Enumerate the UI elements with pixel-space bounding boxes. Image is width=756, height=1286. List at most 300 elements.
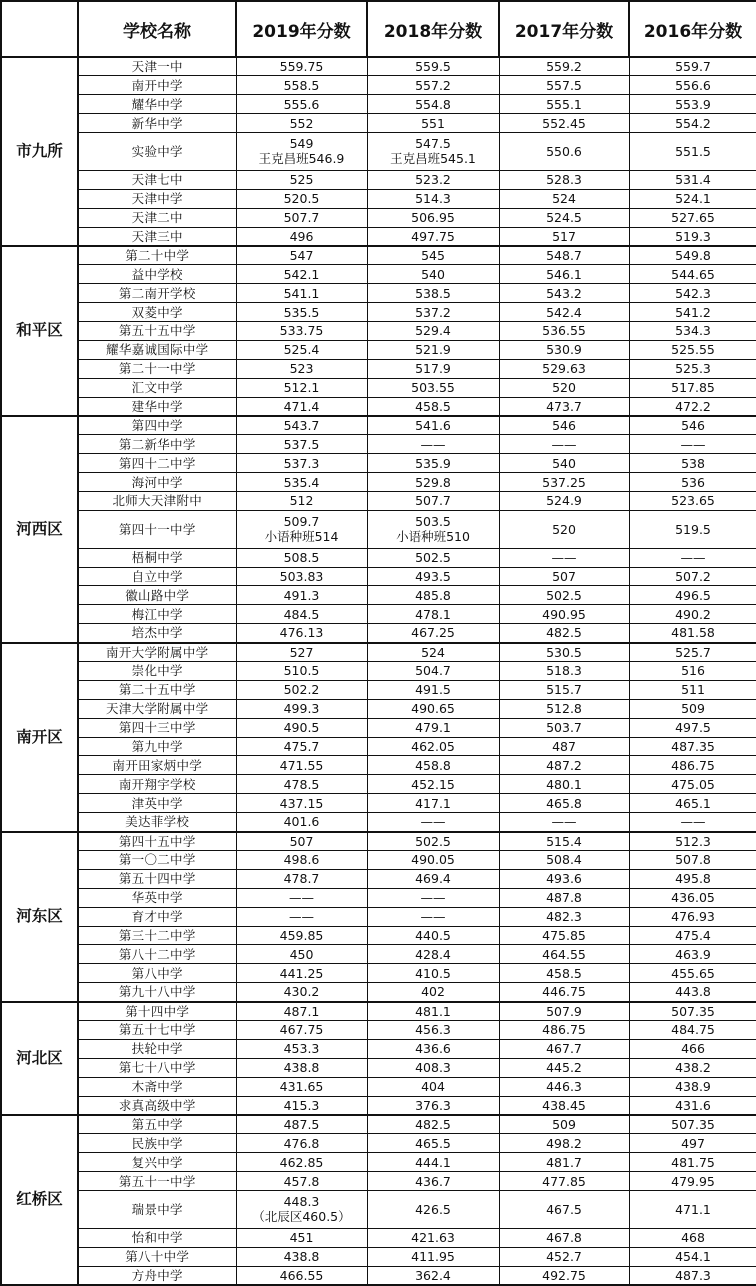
score-2016-cell: 496.5 xyxy=(629,586,756,605)
table-row xyxy=(1,473,756,492)
score-2019-cell: 523 xyxy=(236,359,367,378)
school-name-cell: 天津二中 xyxy=(78,208,236,227)
score-2017-cell: 445.2 xyxy=(499,1058,629,1077)
score-2016-cell: 431.6 xyxy=(629,1096,756,1115)
school-name-cell: 南开翔宇学校 xyxy=(78,775,236,794)
score-2019-cell: 507.7 xyxy=(236,208,367,227)
score-2018-cell: 444.1 xyxy=(367,1153,499,1172)
score-2016-cell: 497 xyxy=(629,1134,756,1153)
score-value: 549 xyxy=(289,136,314,152)
school-name-cell: 第八中学 xyxy=(78,964,236,983)
score-2016-cell: 466 xyxy=(629,1039,756,1058)
school-name-cell: 天津中学 xyxy=(78,189,236,208)
score-2016-cell: 472.2 xyxy=(629,397,756,416)
score-2016-cell: 511 xyxy=(629,680,756,699)
score-2017-cell: 502.5 xyxy=(499,586,629,605)
table-row xyxy=(1,888,756,907)
score-2018-cell: 491.5 xyxy=(367,680,499,699)
score-2016-cell: 538 xyxy=(629,454,756,473)
score-2018-cell: 529.4 xyxy=(367,321,499,340)
district-cell: 市九所 xyxy=(1,57,78,246)
score-2019-cell: 487.5 xyxy=(236,1115,367,1134)
score-2018-cell: 502.5 xyxy=(367,832,499,851)
score-2019-cell: 537.5 xyxy=(236,435,367,454)
score-2016-cell: —— xyxy=(629,435,756,454)
score-2016-cell: 481.75 xyxy=(629,1153,756,1172)
header-2018-score: 2018年分数 xyxy=(367,1,499,57)
table-row xyxy=(1,133,756,171)
score-2018-cell: 506.95 xyxy=(367,208,499,227)
score-2017-cell: 515.7 xyxy=(499,680,629,699)
table-row xyxy=(1,378,756,397)
score-2017-cell: 536.55 xyxy=(499,321,629,340)
school-name-cell: 海河中学 xyxy=(78,473,236,492)
score-2019-cell: 503.83 xyxy=(236,567,367,586)
school-name-cell: 第四中学 xyxy=(78,416,236,435)
score-2019-cell: 537.3 xyxy=(236,454,367,473)
score-2019-cell: 547 xyxy=(236,246,367,265)
score-2019-cell: 467.75 xyxy=(236,1020,367,1039)
score-2018-cell: 467.25 xyxy=(367,624,499,643)
score-2017-cell: 517 xyxy=(499,227,629,246)
school-name-cell: 第四十一中学 xyxy=(78,510,236,548)
table-row xyxy=(1,1172,756,1191)
score-2016-cell: 507.2 xyxy=(629,567,756,586)
score-2019-cell: 520.5 xyxy=(236,189,367,208)
score-2017-cell: 467.7 xyxy=(499,1039,629,1058)
score-2018-cell: 523.2 xyxy=(367,170,499,189)
score-2019-cell: 490.5 xyxy=(236,718,367,737)
table-row xyxy=(1,964,756,983)
score-2018-cell: 521.9 xyxy=(367,340,499,359)
score-2017-cell: 465.8 xyxy=(499,794,629,813)
school-name-cell: 第八十二中学 xyxy=(78,945,236,964)
score-2019-cell: 507 xyxy=(236,832,367,851)
score-2018-cell: 417.1 xyxy=(367,794,499,813)
score-2016-cell: 507.35 xyxy=(629,1002,756,1021)
score-2018-cell: 559.5 xyxy=(367,57,499,76)
score-2018-cell: 426.5 xyxy=(367,1190,499,1228)
table-row xyxy=(1,869,756,888)
table-row xyxy=(1,926,756,945)
score-2017-cell: 482.3 xyxy=(499,907,629,926)
table-row xyxy=(1,510,756,548)
table-row xyxy=(1,718,756,737)
score-2018-cell: 465.5 xyxy=(367,1134,499,1153)
score-2016-cell: 512.3 xyxy=(629,832,756,851)
score-2016-cell: 443.8 xyxy=(629,983,756,1002)
school-name-cell: 南开中学 xyxy=(78,76,236,95)
score-2016-cell: 556.6 xyxy=(629,76,756,95)
score-2018-cell: 554.8 xyxy=(367,95,499,114)
score-2016-cell: 438.9 xyxy=(629,1077,756,1096)
table-row xyxy=(1,95,756,114)
score-2017-cell: 464.55 xyxy=(499,945,629,964)
score-2017-cell: 537.25 xyxy=(499,473,629,492)
table-body xyxy=(1,57,756,1285)
score-2018-cell: 497.75 xyxy=(367,227,499,246)
score-value: 509.7 xyxy=(283,514,320,530)
score-2018-cell: 452.15 xyxy=(367,775,499,794)
score-2016-cell: 487.35 xyxy=(629,737,756,756)
score-2018-cell: 485.8 xyxy=(367,586,499,605)
school-name-cell: 南开大学附属中学 xyxy=(78,643,236,662)
score-2017-cell: 492.75 xyxy=(499,1266,629,1285)
school-name-cell: 美达菲学校 xyxy=(78,813,236,832)
score-2017-cell: 524 xyxy=(499,189,629,208)
table-row xyxy=(1,662,756,681)
score-2016-cell: 531.4 xyxy=(629,170,756,189)
score-2019-cell: 491.3 xyxy=(236,586,367,605)
score-2016-cell: 476.93 xyxy=(629,907,756,926)
school-name-cell: 徽山路中学 xyxy=(78,586,236,605)
school-name-cell: 第四十二中学 xyxy=(78,454,236,473)
score-2016-cell: 519.3 xyxy=(629,227,756,246)
score-2019-cell: 430.2 xyxy=(236,983,367,1002)
score-2017-cell: 493.6 xyxy=(499,869,629,888)
score-value: 448.3 xyxy=(283,1194,320,1210)
score-2018-cell: 503.55 xyxy=(367,378,499,397)
score-2016-cell: 495.8 xyxy=(629,869,756,888)
school-name-cell: 天津七中 xyxy=(78,170,236,189)
score-2017-cell: 446.75 xyxy=(499,983,629,1002)
table-row xyxy=(1,907,756,926)
score-2016-cell: 516 xyxy=(629,662,756,681)
score-2016-cell: 471.1 xyxy=(629,1190,756,1228)
score-2017-cell: —— xyxy=(499,548,629,567)
score-2019-cell: 502.2 xyxy=(236,680,367,699)
table-row xyxy=(1,624,756,643)
score-2018-cell xyxy=(367,133,499,171)
school-name-cell: 第五十五中学 xyxy=(78,321,236,340)
score-2019-cell: 541.1 xyxy=(236,284,367,303)
school-name-cell: 双菱中学 xyxy=(78,303,236,322)
score-2016-cell: 525.55 xyxy=(629,340,756,359)
score-2018-cell: 517.9 xyxy=(367,359,499,378)
school-name-cell: 育才中学 xyxy=(78,907,236,926)
score-2019-cell: 457.8 xyxy=(236,1172,367,1191)
score-2019-cell: 437.15 xyxy=(236,794,367,813)
school-name-cell: 第五十四中学 xyxy=(78,869,236,888)
score-2018-cell: 469.4 xyxy=(367,869,499,888)
score-2019-cell: 559.75 xyxy=(236,57,367,76)
score-2017-cell: 559.2 xyxy=(499,57,629,76)
school-name-cell: 梅江中学 xyxy=(78,605,236,624)
score-2018-cell: 421.63 xyxy=(367,1228,499,1247)
score-2017-cell: 503.7 xyxy=(499,718,629,737)
school-name-cell: 天津大学附属中学 xyxy=(78,699,236,718)
score-2018-cell: 402 xyxy=(367,983,499,1002)
score-2019-cell: 527 xyxy=(236,643,367,662)
score-2019-cell: 496 xyxy=(236,227,367,246)
score-2018-cell: —— xyxy=(367,435,499,454)
school-name-cell: 第十四中学 xyxy=(78,1002,236,1021)
school-name-cell: 南开田家炳中学 xyxy=(78,756,236,775)
table-row xyxy=(1,850,756,869)
score-2019-cell: 441.25 xyxy=(236,964,367,983)
table-row xyxy=(1,1077,756,1096)
score-2016-cell: 507.8 xyxy=(629,850,756,869)
table-row xyxy=(1,189,756,208)
score-2018-cell: 541.6 xyxy=(367,416,499,435)
table-row xyxy=(1,813,756,832)
score-2018-cell: 514.3 xyxy=(367,189,499,208)
score-2017-cell: 467.8 xyxy=(499,1228,629,1247)
table-row xyxy=(1,1190,756,1228)
score-2016-cell: 527.65 xyxy=(629,208,756,227)
school-name-cell: 第九十八中学 xyxy=(78,983,236,1002)
score-2018-cell: 482.5 xyxy=(367,1115,499,1134)
school-name-cell: 求真高级中学 xyxy=(78,1096,236,1115)
school-name-cell: 扶轮中学 xyxy=(78,1039,236,1058)
score-2019-cell: 471.55 xyxy=(236,756,367,775)
score-2016-cell: 486.75 xyxy=(629,756,756,775)
score-2019-cell: 512.1 xyxy=(236,378,367,397)
table-row xyxy=(1,1058,756,1077)
score-note: （北辰区460.5） xyxy=(252,1209,351,1225)
score-2017-cell: 487 xyxy=(499,737,629,756)
table-row xyxy=(1,303,756,322)
score-2016-cell: 454.1 xyxy=(629,1247,756,1266)
score-2017-cell: 518.3 xyxy=(499,662,629,681)
score-2019-cell: 555.6 xyxy=(236,95,367,114)
score-2019-cell: 466.55 xyxy=(236,1266,367,1285)
score-2016-cell: 554.2 xyxy=(629,114,756,133)
score-2016-cell: 534.3 xyxy=(629,321,756,340)
score-2016-cell: 463.9 xyxy=(629,945,756,964)
score-2018-cell: 436.6 xyxy=(367,1039,499,1058)
score-2017-cell: 520 xyxy=(499,510,629,548)
school-name-cell: 第二十五中学 xyxy=(78,680,236,699)
score-2019-cell: 471.4 xyxy=(236,397,367,416)
district-cell: 南开区 xyxy=(1,643,78,832)
score-2016-cell: 507.35 xyxy=(629,1115,756,1134)
score-2019-cell: 475.7 xyxy=(236,737,367,756)
score-2018-cell: 529.8 xyxy=(367,473,499,492)
score-2019-cell: 462.85 xyxy=(236,1153,367,1172)
school-name-cell: 第八十中学 xyxy=(78,1247,236,1266)
score-2017-cell: 509 xyxy=(499,1115,629,1134)
score-2017-cell: 487.8 xyxy=(499,888,629,907)
score-2019-cell: 484.5 xyxy=(236,605,367,624)
school-name-cell: 津英中学 xyxy=(78,794,236,813)
score-2016-cell: 497.5 xyxy=(629,718,756,737)
school-name-cell: 北师大天津附中 xyxy=(78,492,236,511)
score-2017-cell: 475.85 xyxy=(499,926,629,945)
score-2019-cell: 535.4 xyxy=(236,473,367,492)
score-2018-cell: 479.1 xyxy=(367,718,499,737)
score-2017-cell: —— xyxy=(499,813,629,832)
score-2018-cell: 362.4 xyxy=(367,1266,499,1285)
school-name-cell: 耀华嘉诚国际中学 xyxy=(78,340,236,359)
score-2018-cell: 537.2 xyxy=(367,303,499,322)
score-2019-cell: 401.6 xyxy=(236,813,367,832)
score-2019-cell: 542.1 xyxy=(236,265,367,284)
score-2017-cell: 507.9 xyxy=(499,1002,629,1021)
score-2016-cell: 484.75 xyxy=(629,1020,756,1039)
score-2016-cell: 517.85 xyxy=(629,378,756,397)
score-note: 王克昌班546.9 xyxy=(258,151,345,167)
score-2018-cell: 436.7 xyxy=(367,1172,499,1191)
school-name-cell: 怡和中学 xyxy=(78,1228,236,1247)
score-2018-cell: 462.05 xyxy=(367,737,499,756)
score-2019-cell: 535.5 xyxy=(236,303,367,322)
score-2017-cell: 515.4 xyxy=(499,832,629,851)
table-row xyxy=(1,680,756,699)
score-2018-cell: 540 xyxy=(367,265,499,284)
score-2018-cell: 524 xyxy=(367,643,499,662)
school-name-cell: 第二十一中学 xyxy=(78,359,236,378)
score-2017-cell: 446.3 xyxy=(499,1077,629,1096)
score-2016-cell: 524.1 xyxy=(629,189,756,208)
score-2018-cell: 545 xyxy=(367,246,499,265)
table-row xyxy=(1,605,756,624)
score-2017-cell: 524.5 xyxy=(499,208,629,227)
table-row xyxy=(1,1039,756,1058)
score-2017-cell: 552.45 xyxy=(499,114,629,133)
table-row xyxy=(1,397,756,416)
table-row xyxy=(1,114,756,133)
score-2016-cell: 553.9 xyxy=(629,95,756,114)
score-2018-cell: —— xyxy=(367,888,499,907)
score-2018-cell: 440.5 xyxy=(367,926,499,945)
score-2016-cell: 542.3 xyxy=(629,284,756,303)
score-2016-cell: 525.3 xyxy=(629,359,756,378)
score-2017-cell: 482.5 xyxy=(499,624,629,643)
score-2019-cell: 508.5 xyxy=(236,548,367,567)
score-2019-cell: 451 xyxy=(236,1228,367,1247)
score-2018-cell: 458.5 xyxy=(367,397,499,416)
score-2016-cell: 479.95 xyxy=(629,1172,756,1191)
table-row xyxy=(1,359,756,378)
score-2018-cell: 410.5 xyxy=(367,964,499,983)
score-2019-cell: 415.3 xyxy=(236,1096,367,1115)
table-row xyxy=(1,246,756,265)
school-name-cell: 第五中学 xyxy=(78,1115,236,1134)
score-2018-cell: 376.3 xyxy=(367,1096,499,1115)
table-row xyxy=(1,1247,756,1266)
table-row xyxy=(1,492,756,511)
score-2019-cell: 459.85 xyxy=(236,926,367,945)
score-2018-cell: 557.2 xyxy=(367,76,499,95)
school-name-cell: 第七十八中学 xyxy=(78,1058,236,1077)
score-2017-cell: 507 xyxy=(499,567,629,586)
school-name-cell: 梧桐中学 xyxy=(78,548,236,567)
score-2017-cell: 529.63 xyxy=(499,359,629,378)
score-2017-cell: 528.3 xyxy=(499,170,629,189)
score-2017-cell: 480.1 xyxy=(499,775,629,794)
score-2019-cell: 431.65 xyxy=(236,1077,367,1096)
score-2018-cell: 493.5 xyxy=(367,567,499,586)
header-school-name: 学校名称 xyxy=(78,1,236,57)
score-2016-cell: 559.7 xyxy=(629,57,756,76)
school-name-cell: 实验中学 xyxy=(78,133,236,171)
table-row xyxy=(1,794,756,813)
score-2017-cell: 542.4 xyxy=(499,303,629,322)
score-2019-cell: 476.8 xyxy=(236,1134,367,1153)
table-row xyxy=(1,208,756,227)
district-cell: 和平区 xyxy=(1,246,78,416)
table-row xyxy=(1,737,756,756)
score-2017-cell: 520 xyxy=(499,378,629,397)
score-2016-cell: 541.2 xyxy=(629,303,756,322)
score-2018-cell: 456.3 xyxy=(367,1020,499,1039)
school-name-cell: 华英中学 xyxy=(78,888,236,907)
table-row xyxy=(1,756,756,775)
score-2019-cell: 558.5 xyxy=(236,76,367,95)
score-2016-cell: 455.65 xyxy=(629,964,756,983)
table-row xyxy=(1,1115,756,1134)
score-2018-cell: —— xyxy=(367,813,499,832)
score-2017-cell: 546 xyxy=(499,416,629,435)
score-2018-cell: 538.5 xyxy=(367,284,499,303)
score-2019-cell: —— xyxy=(236,888,367,907)
score-2019-cell: 510.5 xyxy=(236,662,367,681)
score-2016-cell: 523.65 xyxy=(629,492,756,511)
score-2019-cell: 512 xyxy=(236,492,367,511)
score-2016-cell: 436.05 xyxy=(629,888,756,907)
score-value: 547.5 xyxy=(415,136,451,152)
score-2019-cell: 525.4 xyxy=(236,340,367,359)
table-row xyxy=(1,340,756,359)
score-2017-cell: 481.7 xyxy=(499,1153,629,1172)
score-2019-cell xyxy=(236,1190,367,1228)
school-name-cell: 第一〇二中学 xyxy=(78,850,236,869)
score-2018-cell: 411.95 xyxy=(367,1247,499,1266)
score-2017-cell: 546.1 xyxy=(499,265,629,284)
score-2017-cell: 543.2 xyxy=(499,284,629,303)
school-name-cell: 天津一中 xyxy=(78,57,236,76)
score-2017-cell: 548.7 xyxy=(499,246,629,265)
school-name-cell: 培杰中学 xyxy=(78,624,236,643)
score-2017-cell: 540 xyxy=(499,454,629,473)
score-2017-cell: 512.8 xyxy=(499,699,629,718)
score-2018-cell: 507.7 xyxy=(367,492,499,511)
score-2016-cell: —— xyxy=(629,813,756,832)
school-name-cell: 新华中学 xyxy=(78,114,236,133)
score-2019-cell xyxy=(236,510,367,548)
header-2017-score: 2017年分数 xyxy=(499,1,629,57)
score-2017-cell: 458.5 xyxy=(499,964,629,983)
score-2018-cell: 408.3 xyxy=(367,1058,499,1077)
score-2018-cell xyxy=(367,510,499,548)
school-name-cell: 第二十中学 xyxy=(78,246,236,265)
score-2016-cell: 525.7 xyxy=(629,643,756,662)
school-name-cell: 第五十七中学 xyxy=(78,1020,236,1039)
school-name-cell: 第三十二中学 xyxy=(78,926,236,945)
table-row xyxy=(1,945,756,964)
score-2017-cell: 467.5 xyxy=(499,1190,629,1228)
score-2016-cell: 546 xyxy=(629,416,756,435)
score-2019-cell: 478.7 xyxy=(236,869,367,888)
score-2016-cell: 438.2 xyxy=(629,1058,756,1077)
score-2017-cell: 498.2 xyxy=(499,1134,629,1153)
header-2016-score: 2016年分数 xyxy=(629,1,756,57)
score-value: 503.5 xyxy=(415,514,451,530)
score-2019-cell: 438.8 xyxy=(236,1247,367,1266)
school-name-cell: 自立中学 xyxy=(78,567,236,586)
table-row xyxy=(1,284,756,303)
score-2016-cell: 536 xyxy=(629,473,756,492)
score-2017-cell: 550.6 xyxy=(499,133,629,171)
school-name-cell: 崇化中学 xyxy=(78,662,236,681)
table-row xyxy=(1,699,756,718)
score-2018-cell: 551 xyxy=(367,114,499,133)
score-note: 小语种班514 xyxy=(264,529,339,545)
score-2016-cell: 468 xyxy=(629,1228,756,1247)
school-name-cell: 木斋中学 xyxy=(78,1077,236,1096)
score-2019-cell: 487.1 xyxy=(236,1002,367,1021)
